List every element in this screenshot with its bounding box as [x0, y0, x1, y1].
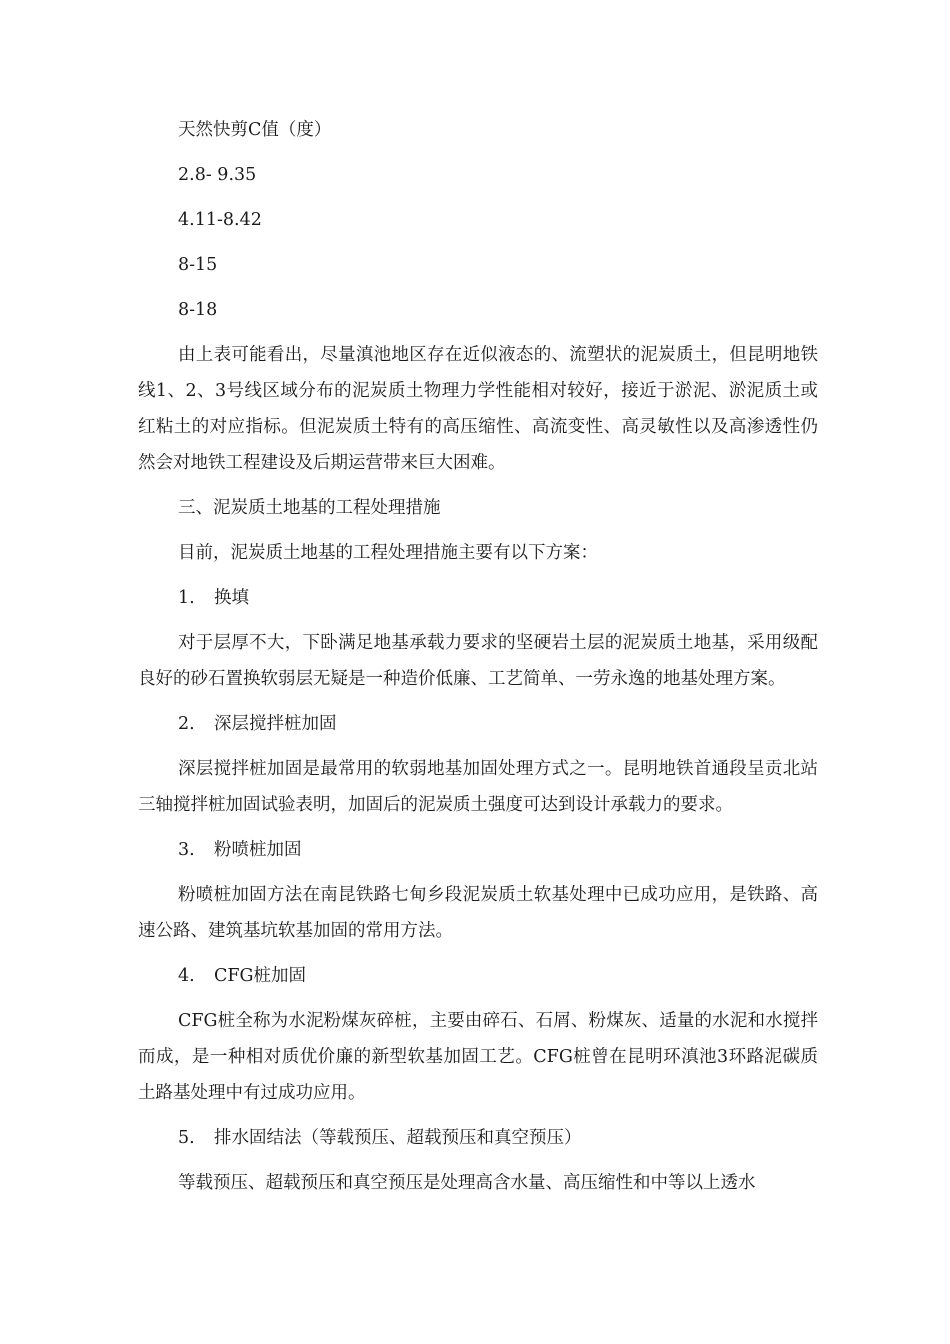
table-value: 4.11-8.42 — [178, 210, 262, 230]
table-value: 2.8- 9.35 — [178, 165, 257, 185]
item-body: CFG桩全称为水泥粉煤灰碎桩，主要由碎石、石屑、粉煤灰、适量的水泥和水搅拌而成，是一种相对质优价廉的新型软基加固工艺。CFG桩曾在昆明环滇池3环路泥碳质土路基处理中有过成功应用。 — [138, 1011, 818, 1103]
intro-paragraph: 目前，泥炭质土地基的工程处理措施主要有以下方案： — [178, 543, 598, 563]
item-heading — [138, 1120, 818, 1156]
item-number: 5. — [178, 1128, 195, 1148]
item-title: 排水固结法（等载预压、超载预压和真空预压） — [214, 1128, 582, 1148]
item-number: 2. — [178, 714, 195, 734]
summary-paragraph: 由上表可能看出，尽量滇池地区存在近似液态的、流塑状的泥炭质土，但昆明地铁线1、2、3号线区域分布的泥炭质土物理力学性能相对较好，接近于淤泥、淤泥质土或红粘土的对应指标。但泥炭质土特有的高压缩性、高流变性、高灵敏性以及高渗透性仍然会对地铁工程建设及后期运营带来巨大困难。 — [138, 345, 818, 473]
item-number: 3. — [178, 840, 195, 860]
item-heading — [138, 580, 818, 616]
section-heading: 三、泥炭质土地基的工程处理措施 — [178, 498, 441, 518]
item-heading — [138, 832, 818, 868]
table-value: 8-15 — [178, 255, 218, 275]
item-number: 1. — [178, 588, 195, 608]
item-number: 4. — [178, 966, 195, 986]
item-heading — [138, 706, 818, 742]
item-heading — [138, 958, 818, 994]
table-row-label: 天然快剪C值（度） — [178, 120, 332, 140]
table-value: 8-18 — [178, 300, 218, 320]
document-page — [138, 112, 818, 1210]
item-body: 等载预压、超载预压和真空预压是处理高含水量、高压缩性和中等以上透水 — [178, 1173, 756, 1193]
item-title: CFG桩加固 — [214, 966, 307, 986]
item-body: 粉喷桩加固方法在南昆铁路七甸乡段泥炭质土软基处理中已成功应用，是铁路、高速公路、建筑基坑软基加固的常用方法。 — [138, 885, 818, 941]
item-title: 深层搅拌桩加固 — [214, 714, 337, 734]
item-title: 粉喷桩加固 — [214, 840, 302, 860]
item-body: 对于层厚不大，下卧满足地基承载力要求的坚硬岩土层的泥炭质土地基，采用级配良好的砂石置换软弱层无疑是一种造价低廉、工艺简单、一劳永逸的地基处理方案。 — [138, 633, 818, 689]
item-title: 换填 — [214, 588, 249, 608]
item-body: 深层搅拌桩加固是最常用的软弱地基加固处理方式之一。昆明地铁首通段呈贡北站三轴搅拌桩加固试验表明，加固后的泥炭质土强度可达到设计承载力的要求。 — [138, 759, 818, 815]
